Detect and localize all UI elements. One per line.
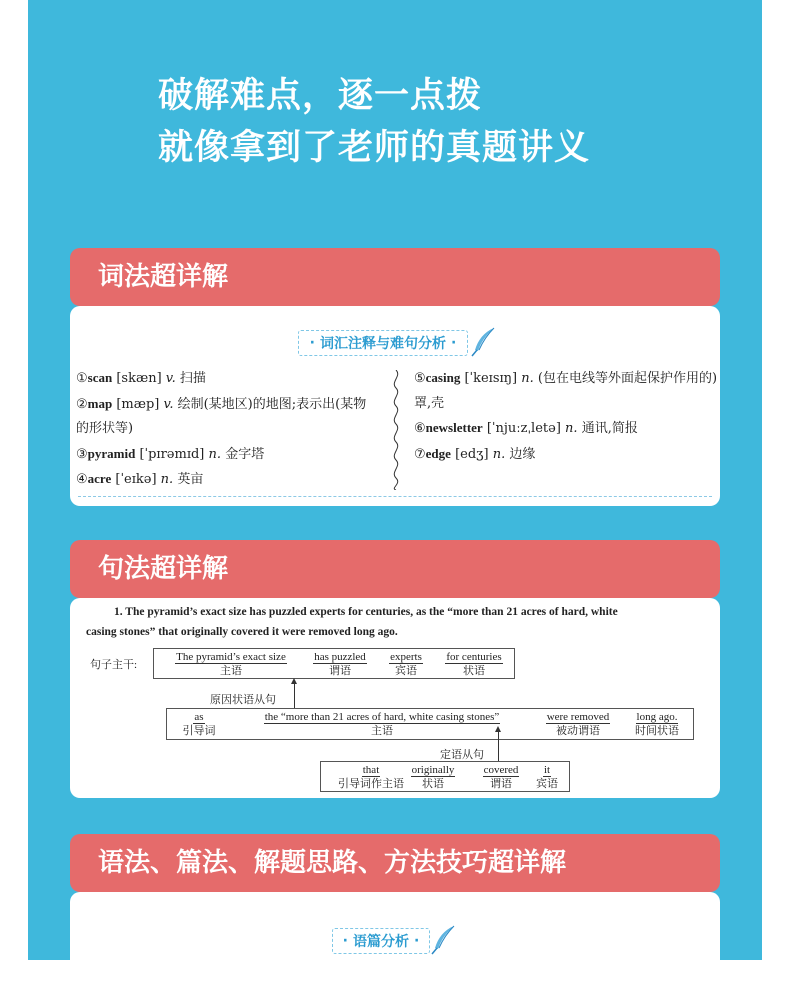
attr-relative-pronoun: that 引导词作主语 xyxy=(338,764,404,790)
vocab-list-right xyxy=(414,366,717,467)
vocab-continuation: 罩,壳 xyxy=(414,395,445,411)
section-lexis-header xyxy=(70,248,720,306)
main-object: experts 宾语 xyxy=(390,651,422,677)
section-syntax-title: 句法超详解 xyxy=(98,554,229,584)
reason-clause-box xyxy=(166,708,694,740)
attr-adverbial: originally 状语 xyxy=(411,764,455,790)
reason-time-adverbial: long ago. 时间状语 xyxy=(635,711,679,737)
example-sentence xyxy=(86,602,706,642)
vocab-badge: · 词汇注释与难句分析 · xyxy=(298,330,468,356)
section-discourse-header xyxy=(70,834,720,892)
vocab-entry: ⑦edge [edʒ] n. 边缘 xyxy=(414,445,536,462)
section-discourse-title: 语法、篇法、解题思路、方法技巧超详解 xyxy=(98,848,567,878)
reason-conjunction: as 引导词 xyxy=(182,711,216,737)
vocab-badge-label: 词汇注释与难句分析 xyxy=(320,336,446,352)
vocab-entry: ①scan [skæn] v. 扫描 xyxy=(76,370,206,386)
vocab-entry: ⑥newsletter [ˈnjuːzˌletə] n. 通讯,简报 xyxy=(414,420,638,436)
divider-wave-icon xyxy=(390,370,402,490)
attr-object: it 宾语 xyxy=(536,764,558,790)
attr-clause-box xyxy=(320,761,570,792)
sentence-line-2: casing stones” that originally covered it were removed long ago. xyxy=(86,626,398,638)
reason-subject: the “more than 21 acres of hard, white casing stones” 主语 xyxy=(264,711,500,737)
vocab-entry: ④acre [ˈeɪkə] n. 英亩 xyxy=(76,471,204,487)
hero-line-1: 破解难点，逐一点拨 xyxy=(158,76,483,116)
quill-icon xyxy=(430,924,456,956)
vocab-list-left xyxy=(76,366,366,493)
vocab-entry: ②map [mæp] v. 绘制(某地区)的地图;表示出(某物 xyxy=(76,395,367,412)
main-adverbial: for centuries 状语 xyxy=(446,651,502,677)
hero-headline xyxy=(158,70,590,174)
reason-arrow-icon xyxy=(291,678,297,684)
quill-icon xyxy=(470,326,496,358)
discourse-badge: · 语篇分析 · xyxy=(332,928,430,954)
reason-passive-predicate: were removed 被动谓语 xyxy=(546,711,610,737)
discourse-panel xyxy=(70,892,720,982)
panel-dashed-rule xyxy=(78,496,712,497)
attr-clause-label: 定语从句 xyxy=(440,749,484,761)
main-predicate: has puzzled 谓语 xyxy=(314,651,366,677)
vocab-continuation: 的形状等) xyxy=(76,421,134,436)
main-clause-label: 句子主干: xyxy=(90,659,138,671)
sentence-line-1: 1. The pyramid’s exact size has puzzled experts for centuries, as the “more than 21 acres of hard, white xyxy=(114,606,618,618)
attr-predicate: covered 谓语 xyxy=(483,764,519,790)
attr-connector-line xyxy=(498,730,499,762)
main-clause-box xyxy=(153,648,515,679)
vocab-entry: ⑤casing [ˈkeɪsɪŋ] n. (包在电线等外面起保护作用的) xyxy=(414,370,718,386)
discourse-badge-label: 语篇分析 xyxy=(353,934,409,950)
vocab-entry: ③pyramid [ˈpɪrəmɪd] n. 金字塔 xyxy=(76,445,265,462)
section-lexis-title: 词法超详解 xyxy=(98,262,229,292)
syntax-panel xyxy=(70,598,720,798)
section-syntax-header xyxy=(70,540,720,598)
reason-connector-line xyxy=(294,683,295,708)
main-subject: The pyramid’s exact size 主语 xyxy=(176,651,286,677)
hero-line-2: 就像拿到了老师的真题讲义 xyxy=(158,128,591,168)
attr-arrow-icon xyxy=(495,726,501,732)
lexis-panel xyxy=(70,306,720,506)
reason-clause-label: 原因状语从句 xyxy=(210,694,276,706)
